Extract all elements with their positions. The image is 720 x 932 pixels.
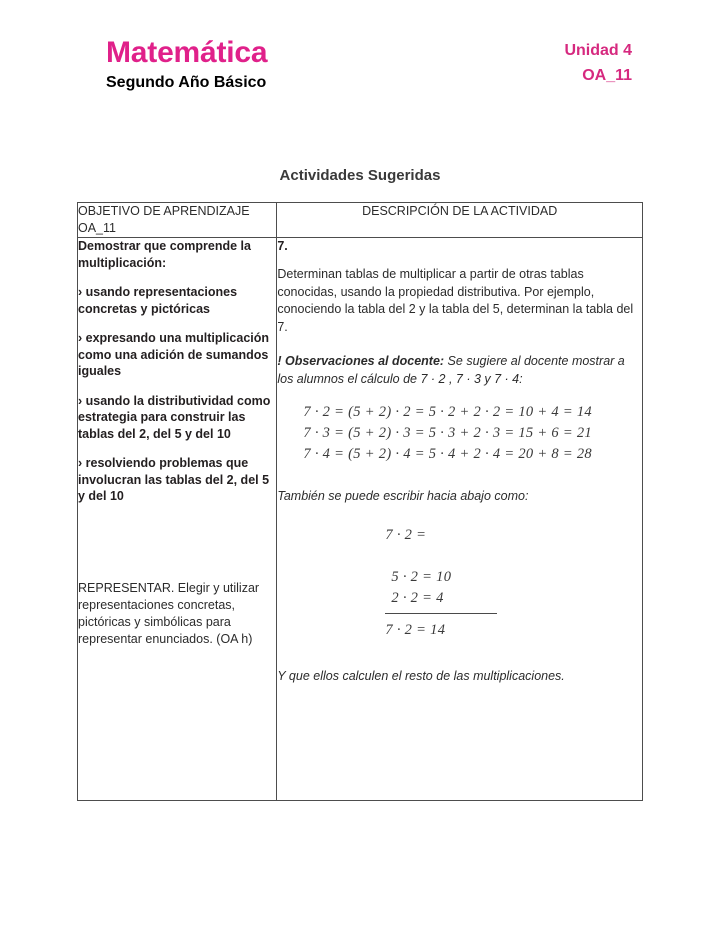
objective-bullet-3: › usando la distributividad como estrategia para construir las tablas del 2, del 5 y del 10 [78,393,271,441]
equation-block [277,402,642,465]
observation-paragraph [277,352,642,388]
objective-intro: Demostrar que comprende la multiplicación: [78,239,251,270]
objective-bullet-4: › resolviendo problemas que involucran las tablas del 2, del 5 y del 10 [78,456,270,503]
unit-label: Unidad 4 [564,42,632,59]
table-content-row [78,238,643,801]
vertical-stack [385,567,497,641]
objective-spacer [78,518,276,580]
table-header-description: DESCRIPCIÓN DE LA ACTIVIDAD [277,203,643,238]
equation-line-1: 7 · 2 = (5 + 2) · 2 = 5 · 2 + 2 · 2 = 10 + 4 = 14 [303,404,592,420]
activity-number: 7. [277,239,288,253]
objective-footer: REPRESENTAR. Elegir y utilizar representaciones concretas, pictóricas y simbólicas para representar enunciados. (OA h) [78,580,260,646]
table-header-objective: OBJETIVO DE APRENDIZAJE OA_11 [78,203,277,238]
observation-label: ! Observaciones al docente: [277,354,445,368]
activity-paragraph: Determinan tablas de multiplicar a partir de otras tablas conocidas, usando la propiedad distributiva. Por ejemplo, conociendo la tabla del 2 y la tabla del 5, determinan la tabla del 7. [277,267,634,334]
page-title: Matemática [106,36,268,69]
vertical-row-1: 5 · 2 = 10 [391,569,452,585]
closing-paragraph: Y que ellos calculen el resto de las multiplicaciones. [277,669,565,683]
header-right-block [564,40,632,87]
observation-text: Se sugiere al docente mostrar a los alumnos el cálculo de 7 · 2 , 7 · 3 y 7 · 4: [277,354,625,386]
header-left-block [106,36,267,93]
equation-line-2: 7 · 3 = (5 + 2) · 3 = 5 · 3 + 2 · 3 = 15 + 6 = 21 [303,425,592,441]
vertical-row-2: 2 · 2 = 4 [391,590,444,606]
activities-table [77,202,643,801]
objective-cell [78,238,277,801]
oa-code-label: OA_11 [582,67,632,84]
vertical-intro: También se puede escribir hacia abajo como: [277,489,529,503]
equation-line-3: 7 · 4 = (5 + 2) · 4 = 5 · 4 + 2 · 4 = 20 + 8 = 28 [303,446,592,462]
section-title: Actividades Sugeridas [279,167,441,184]
objective-bullet-2: › expresando una multiplicación como una adición de sumandos iguales [78,331,270,378]
vertical-total: 7 · 2 = 14 [385,622,446,638]
vertical-rule [385,613,497,614]
vertical-calculation-block [277,525,642,641]
vertical-head: 7 · 2 = [385,527,427,543]
table-header-row [78,203,643,238]
objective-bullet-1: › usando representaciones concretas y pictóricas [78,285,238,316]
page-subtitle: Segundo Año Básico [106,74,267,91]
page-header [78,36,643,116]
description-cell [277,238,643,801]
